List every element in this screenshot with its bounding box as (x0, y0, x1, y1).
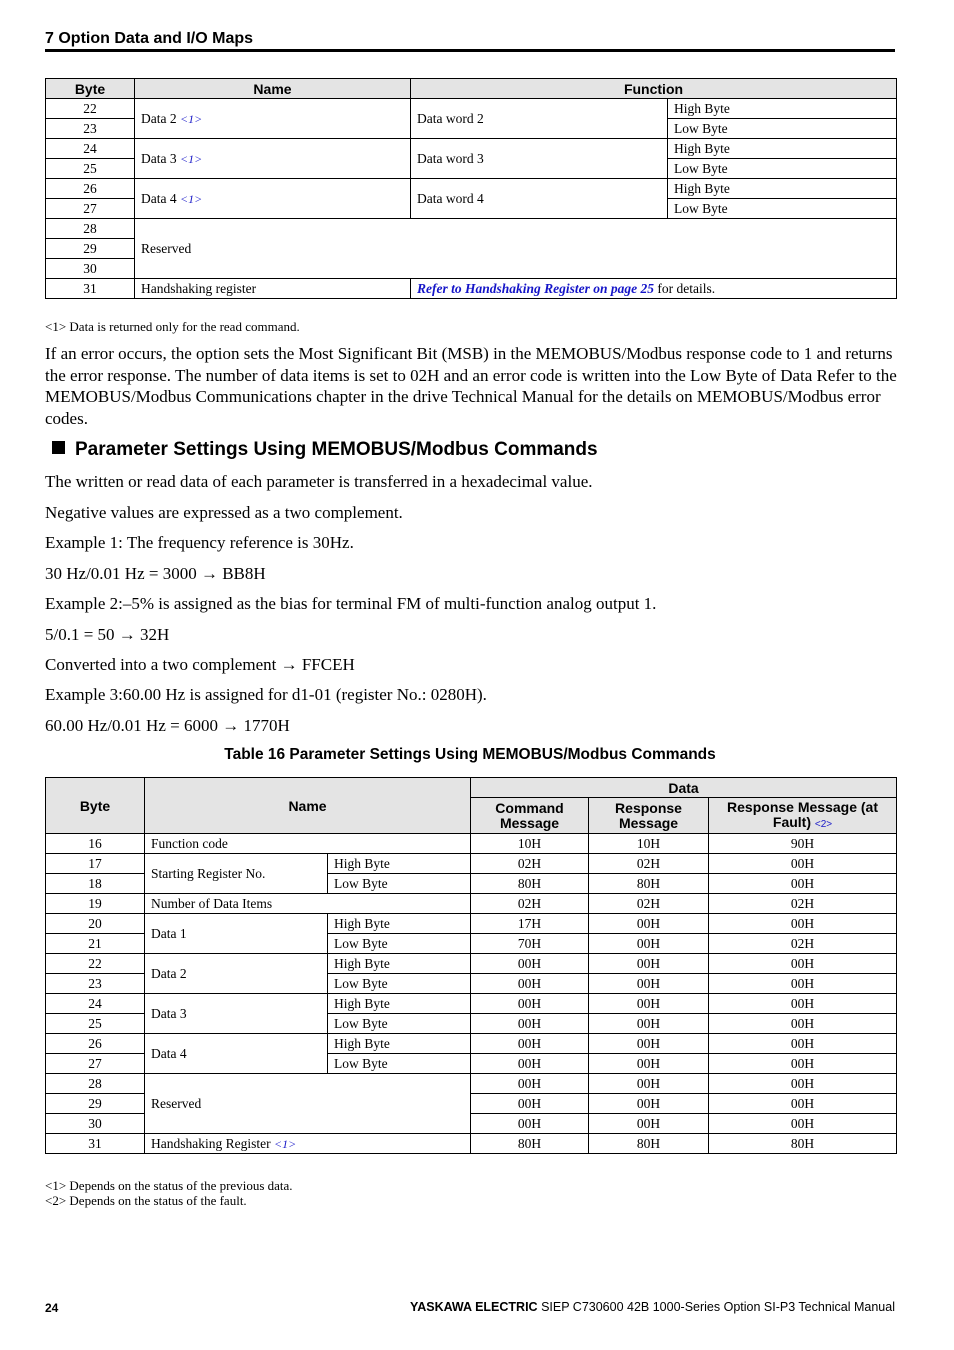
byte-cell: 18 (46, 874, 145, 894)
table-row (46, 994, 897, 1014)
byte-cell: 24 (46, 994, 145, 1014)
high-byte-cell: High Byte (668, 99, 897, 119)
name-cell: Data 3 (145, 994, 328, 1034)
fault-cell: 00H (709, 954, 897, 974)
byte-cell: 25 (46, 1014, 145, 1034)
byte-cell: 30 (46, 259, 135, 279)
name-text: Handshaking Register (151, 1135, 271, 1151)
high-byte-cell: High Byte (668, 139, 897, 159)
response-cell: 00H (589, 1054, 709, 1074)
name-cell: Handshaking register (135, 279, 411, 299)
table-row (46, 99, 897, 119)
table1-footnote: <1> Data is returned only for the read command. (45, 319, 300, 334)
error-paragraph: If an error occurs, the option sets the Most Significant Bit (MSB) in the MEMOBUS/Modbus response code to 1 and returns the error response. The number of data items is set to 02H and an error code is written into the Low Byte of Data Refer to the MEMOBUS/Modbus Communications chapter in the drive Technical Manual for the details on MEMOBUS/Modbus error codes. (45, 344, 897, 428)
command-cell: 00H (471, 1094, 589, 1114)
function-cell: Data word 3 (411, 139, 668, 179)
command-cell: 80H (471, 1134, 589, 1154)
byte-cell: 23 (46, 974, 145, 994)
response-cell: 00H (589, 1074, 709, 1094)
fault-cell: 00H (709, 1114, 897, 1134)
low-byte-cell: Low Byte (668, 199, 897, 219)
byte-cell: 31 (46, 279, 135, 299)
body-line: Example 1: The frequency reference is 30Hz. (45, 533, 354, 552)
body-line: Converted into a two complement → FFCEH (45, 655, 355, 674)
byte-cell: 22 (46, 954, 145, 974)
command-cell: 70H (471, 934, 589, 954)
command-cell: 00H (471, 1034, 589, 1054)
chapter-header (45, 29, 895, 52)
fault-cell: 90H (709, 834, 897, 854)
table-row (46, 894, 897, 914)
footnote-ref: <1> (179, 111, 203, 126)
command-cell: 00H (471, 954, 589, 974)
high-byte-cell: High Byte (668, 179, 897, 199)
fault-cell: 00H (709, 974, 897, 994)
col-header-fault (709, 798, 897, 834)
footnote-ref: <1> (273, 1136, 297, 1151)
byte-cell: 23 (46, 119, 135, 139)
name-cell: Function code (145, 834, 471, 854)
link-suffix: for details. (654, 280, 716, 296)
sub-name-cell: Low Byte (328, 974, 471, 994)
response-cell: 02H (589, 854, 709, 874)
handshake-row (46, 1134, 897, 1154)
fault-cell: 00H (709, 1054, 897, 1074)
response-cell: 02H (589, 894, 709, 914)
table-row (46, 219, 897, 239)
byte-cell: 29 (46, 1094, 145, 1114)
col-header-byte: Byte (46, 79, 135, 99)
command-cell: 00H (471, 994, 589, 1014)
low-byte-cell: Low Byte (668, 159, 897, 179)
command-cell: 00H (471, 974, 589, 994)
footer-brand: YASKAWA ELECTRIC (410, 1300, 538, 1314)
col-header-function: Function (411, 79, 897, 99)
fault-cell: 00H (709, 1034, 897, 1054)
body-line: Example 2:–5% is assigned as the bias for terminal FM of multi-function analog output 1. (45, 594, 657, 613)
command-cell: 00H (471, 1054, 589, 1074)
byte-cell: 27 (46, 1054, 145, 1074)
name-cell: Data 2 (145, 954, 328, 994)
low-byte-cell: Low Byte (668, 119, 897, 139)
command-cell: 10H (471, 834, 589, 854)
reserved-cell: Reserved (145, 1074, 471, 1134)
sub-name-cell: High Byte (328, 914, 471, 934)
byte-cell: 26 (46, 1034, 145, 1054)
body-line: 30 Hz/0.01 Hz = 3000 → BB8H (45, 564, 266, 583)
footer-doc-title: SIEP C730600 42B 1000-Series Option SI-P3 Technical Manual (537, 1300, 895, 1314)
fault-cell: 00H (709, 914, 897, 934)
response-cell: 10H (589, 834, 709, 854)
col-header-name: Name (135, 79, 411, 99)
name-cell: Data 1 (145, 914, 328, 954)
byte-cell: 16 (46, 834, 145, 854)
col-header-response: Response Message (589, 798, 709, 834)
response-cell: 00H (589, 974, 709, 994)
sub-name-cell: Low Byte (328, 874, 471, 894)
fault-cell: 00H (709, 874, 897, 894)
col-header-data: Data (471, 778, 897, 798)
col-header-name: Name (145, 778, 471, 834)
sub-name-cell: High Byte (328, 994, 471, 1014)
response-data-table (45, 78, 897, 299)
name-cell (145, 1134, 471, 1154)
handshake-row (46, 279, 897, 299)
byte-cell: 17 (46, 854, 145, 874)
footnote-ref: <1> (179, 151, 203, 166)
parameter-settings-table (45, 777, 897, 1154)
section-heading (52, 438, 598, 462)
table-row (46, 914, 897, 934)
byte-cell: 29 (46, 239, 135, 259)
fault-header-label: Response Message (at Fault) (727, 798, 878, 830)
byte-cell: 25 (46, 159, 135, 179)
table-caption: Table 16 Parameter Settings Using MEMOBUS/Modbus Commands (224, 746, 716, 763)
fault-cell: 00H (709, 1094, 897, 1114)
body-line: Example 3:60.00 Hz is assigned for d1-01 (register No.: 0280H). (45, 685, 487, 704)
sub-name-cell: Low Byte (328, 1054, 471, 1074)
name-cell: Starting Register No. (145, 854, 328, 894)
square-bullet-icon (52, 441, 65, 454)
byte-cell: 22 (46, 99, 135, 119)
name-text: Data 4 (141, 190, 177, 206)
command-cell: 17H (471, 914, 589, 934)
response-cell: 00H (589, 934, 709, 954)
response-cell: 80H (589, 1134, 709, 1154)
section-title: Parameter Settings Using MEMOBUS/Modbus Commands (75, 439, 598, 460)
name-cell (135, 139, 411, 179)
footnote-1: <1> Depends on the status of the previous data. (45, 1178, 293, 1193)
name-text: Data 2 (141, 110, 177, 126)
body-line: 60.00 Hz/0.01 Hz = 6000 → 1770H (45, 716, 290, 735)
response-cell: 00H (589, 1094, 709, 1114)
page-number: 24 (45, 1301, 59, 1315)
command-cell: 02H (471, 854, 589, 874)
chapter-title: 7 Option Data and I/O Maps (45, 30, 254, 47)
response-cell: 00H (589, 994, 709, 1014)
name-cell (135, 99, 411, 139)
byte-cell: 19 (46, 894, 145, 914)
command-cell: 00H (471, 1014, 589, 1034)
footnote-ref: <1> (179, 191, 203, 206)
response-cell: 00H (589, 1114, 709, 1134)
byte-cell: 28 (46, 1074, 145, 1094)
body-line: The written or read data of each parameter is transferred in a hexadecimal value. (45, 472, 593, 491)
response-cell: 00H (589, 1034, 709, 1054)
sub-name-cell: Low Byte (328, 1014, 471, 1034)
function-cell (411, 279, 897, 299)
table-header-row (46, 79, 897, 99)
sub-name-cell: High Byte (328, 954, 471, 974)
table2-footnotes (45, 1178, 293, 1208)
body-line: Negative values are expressed as a two complement. (45, 503, 403, 522)
byte-cell: 30 (46, 1114, 145, 1134)
response-cell: 00H (589, 914, 709, 934)
footer-doc-info (410, 1300, 895, 1314)
fault-cell: 00H (709, 1014, 897, 1034)
handshaking-register-link[interactable]: Refer to Handshaking Register on page 25 (417, 280, 655, 296)
table-row (46, 1074, 897, 1094)
fault-cell: 02H (709, 894, 897, 914)
fault-cell: 00H (709, 994, 897, 1014)
name-cell: Number of Data Items (145, 894, 471, 914)
byte-cell: 24 (46, 139, 135, 159)
table-row (46, 179, 897, 199)
col-header-command: Command Message (471, 798, 589, 834)
col-header-byte: Byte (46, 778, 145, 834)
byte-cell: 20 (46, 914, 145, 934)
fault-cell: 80H (709, 1134, 897, 1154)
fault-cell: 02H (709, 934, 897, 954)
fault-cell: 00H (709, 854, 897, 874)
sub-name-cell: High Byte (328, 854, 471, 874)
byte-cell: 31 (46, 1134, 145, 1154)
sub-name-cell: Low Byte (328, 934, 471, 954)
command-cell: 00H (471, 1114, 589, 1134)
byte-cell: 27 (46, 199, 135, 219)
response-cell: 00H (589, 954, 709, 974)
table-row (46, 1034, 897, 1054)
name-text: Data 3 (141, 150, 177, 166)
table-row (46, 139, 897, 159)
byte-cell: 26 (46, 179, 135, 199)
table-row (46, 834, 897, 854)
command-cell: 80H (471, 874, 589, 894)
function-cell: Data word 2 (411, 99, 668, 139)
response-cell: 00H (589, 1014, 709, 1034)
response-cell: 80H (589, 874, 709, 894)
byte-cell: 28 (46, 219, 135, 239)
reserved-cell: Reserved (135, 219, 897, 279)
fault-footnote-ref: <2> (814, 818, 833, 830)
footnote-2: <2> Depends on the status of the fault. (45, 1193, 247, 1208)
sub-name-cell: High Byte (328, 1034, 471, 1054)
body-line: 5/0.1 = 50 → 32H (45, 625, 170, 644)
name-cell: Data 4 (145, 1034, 328, 1074)
fault-cell: 00H (709, 1074, 897, 1094)
function-cell: Data word 4 (411, 179, 668, 219)
name-cell (135, 179, 411, 219)
table-row (46, 954, 897, 974)
command-cell: 02H (471, 894, 589, 914)
byte-cell: 21 (46, 934, 145, 954)
command-cell: 00H (471, 1074, 589, 1094)
table-row (46, 854, 897, 874)
